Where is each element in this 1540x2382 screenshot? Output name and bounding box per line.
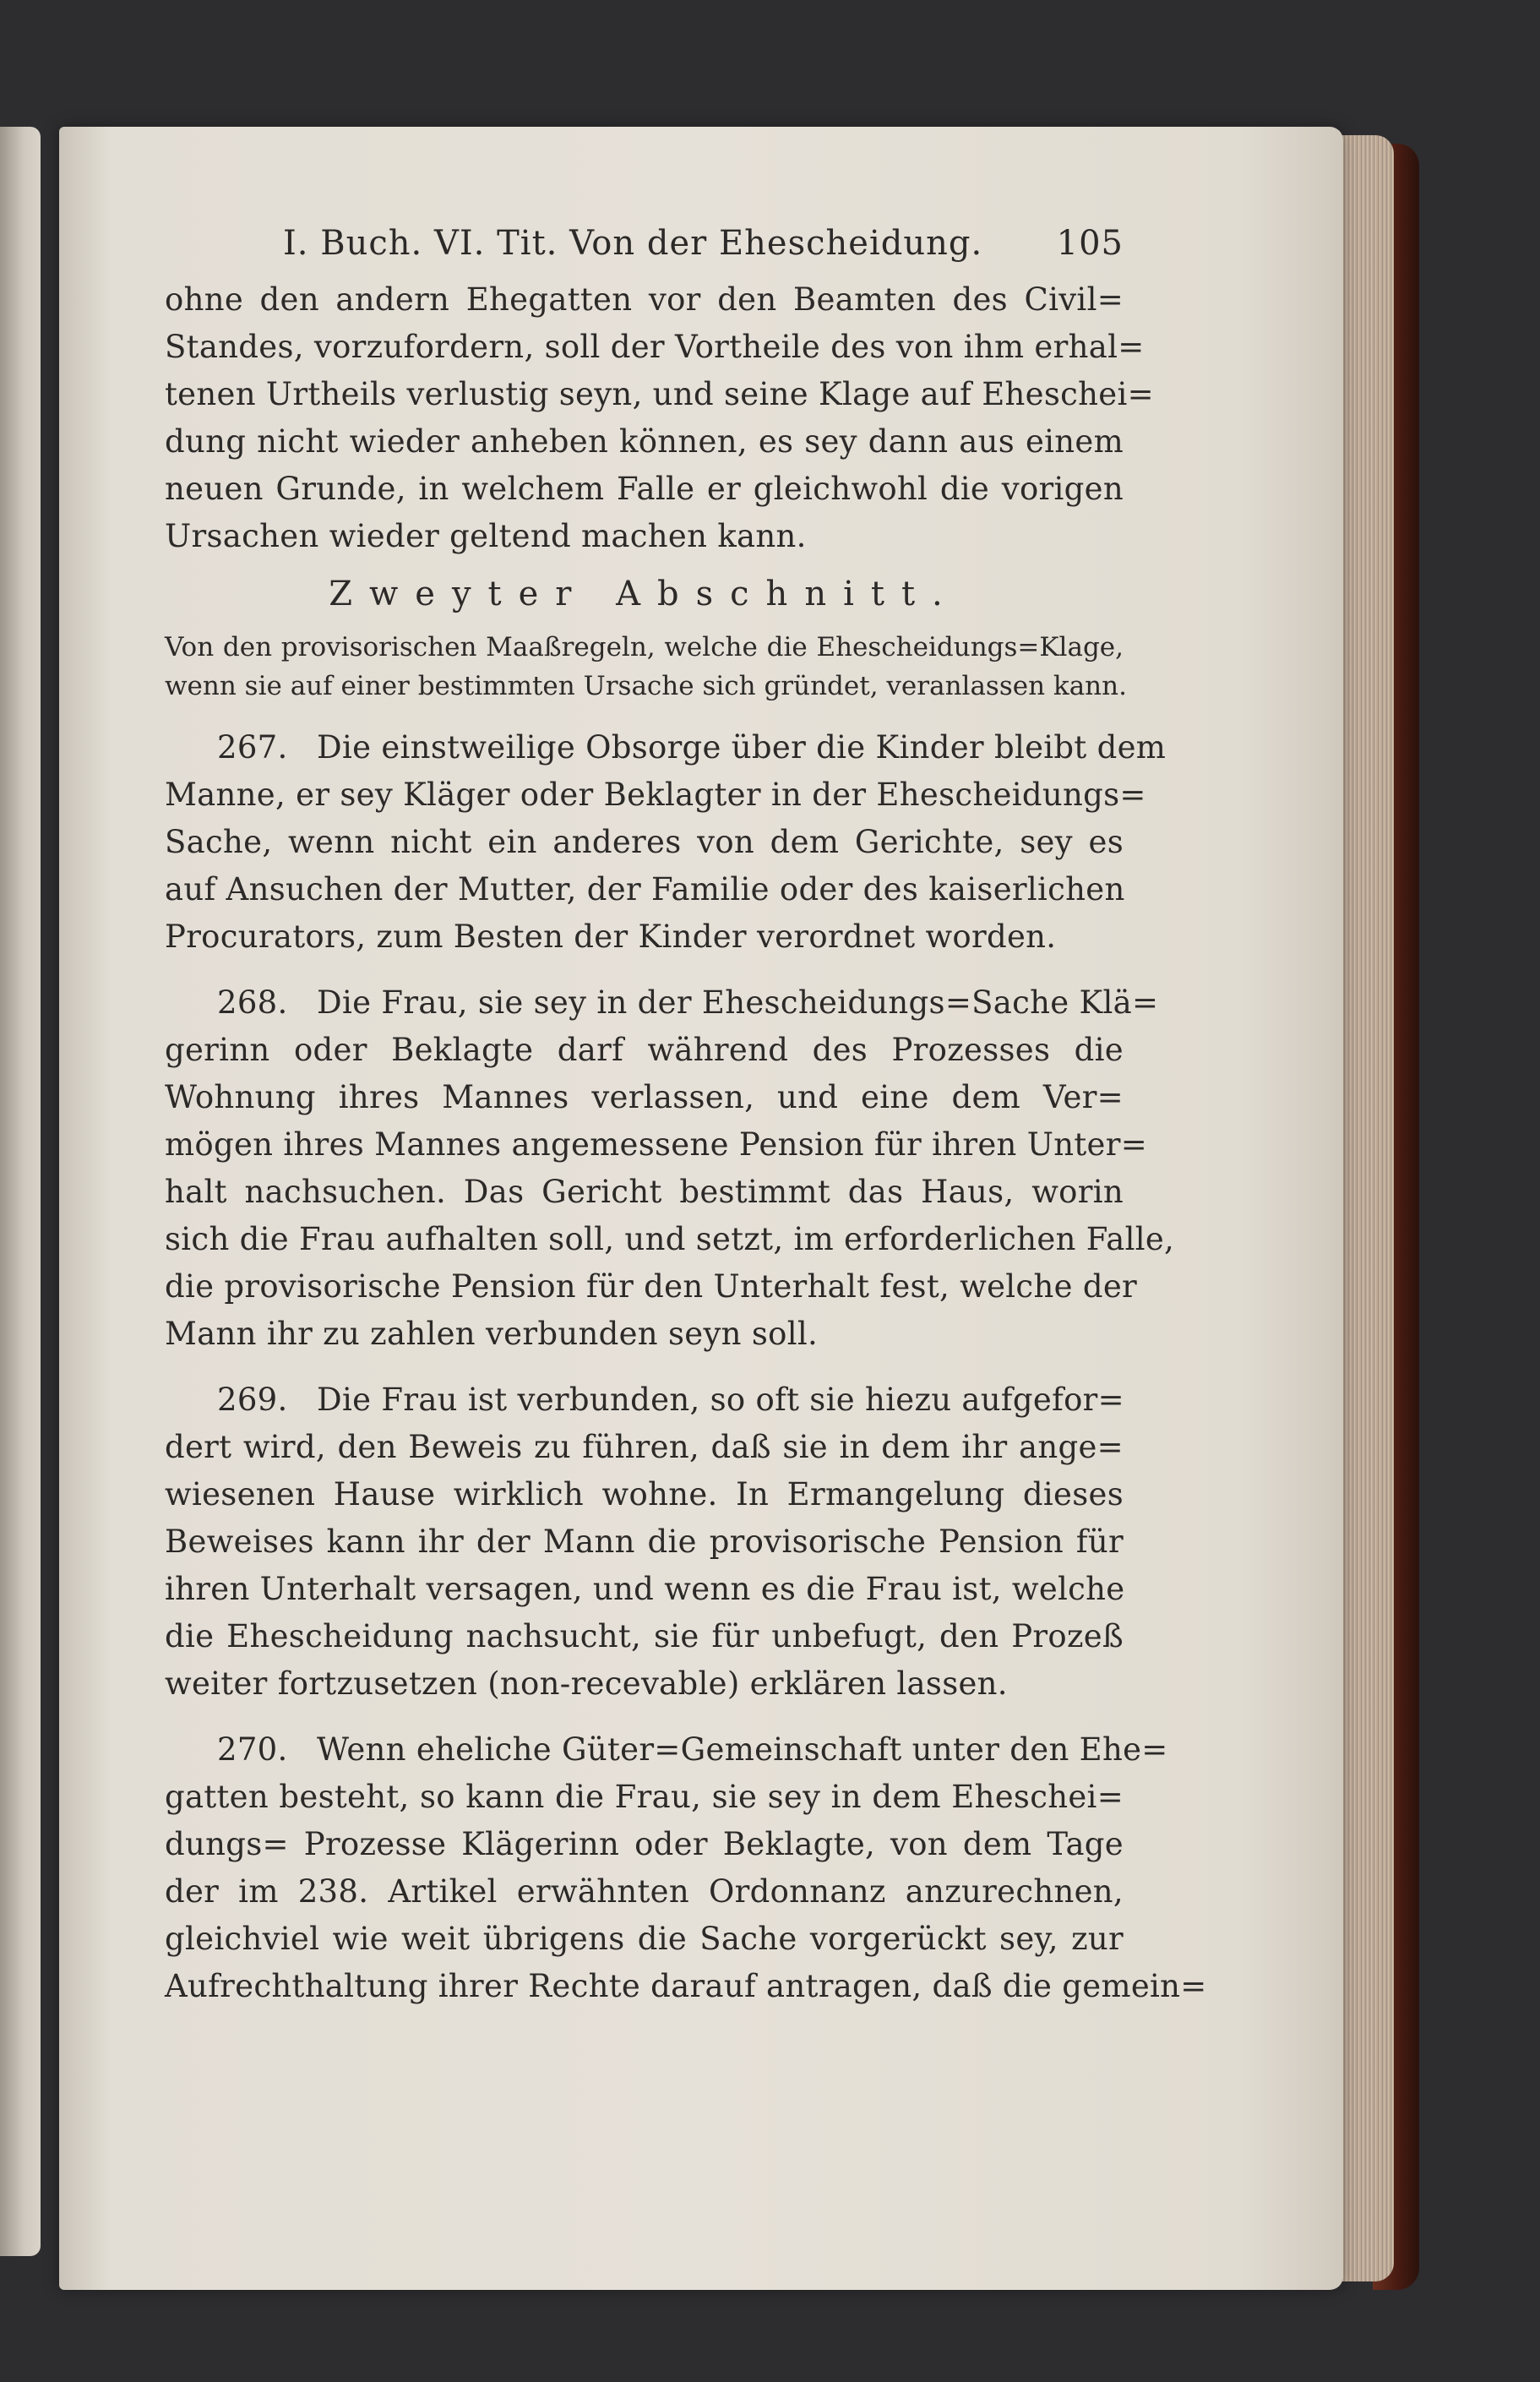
text-line: Wenn eheliche Güter=Gemeinschaft unter den Ehe= bbox=[317, 1731, 1168, 1768]
article-number: 269. bbox=[217, 1382, 288, 1418]
article-270 bbox=[165, 1726, 1207, 2010]
text-line: gatten besteht, so kann die Frau, sie sey in dem Eheschei= bbox=[165, 1779, 1124, 1815]
intro-paragraph bbox=[165, 276, 1154, 560]
text-line: dert wird, den Beweis zu führen, daß sie in dem ihr ange= bbox=[165, 1429, 1124, 1465]
text-line: Standes, vorzufordern, soll der Vortheile des von ihm erhal= bbox=[165, 329, 1145, 365]
section-heading: Zweyter Abschnitt. bbox=[329, 575, 960, 613]
text-line: wiesenen Hause wirklich wohne. In Ermangelung dieses bbox=[165, 1476, 1124, 1513]
text-line: neuen Grunde, in welchem Falle er gleichwohl die vorigen bbox=[165, 471, 1124, 507]
text-line: ohne den andern Ehegatten vor den Beamten des Civil= bbox=[165, 281, 1124, 318]
article-number: 270. bbox=[217, 1731, 288, 1768]
text-line: Ursachen wieder geltend machen kann. bbox=[165, 518, 807, 554]
article-first-line bbox=[165, 1376, 1124, 1424]
text-line: Beweises kann ihr der Mann die provisorische Pension für bbox=[165, 1523, 1124, 1560]
left-page-edge bbox=[0, 127, 41, 2256]
text-line: Die einstweilige Obsorge über die Kinder bleibt dem bbox=[317, 729, 1167, 766]
text-line: Aufrechthaltung ihrer Rechte darauf antragen, daß die gemein= bbox=[165, 1968, 1207, 2004]
article-first-line bbox=[165, 979, 1159, 1027]
text-line: gerinn oder Beklagte darf während des Prozesses die bbox=[165, 1032, 1124, 1068]
article-267 bbox=[165, 724, 1167, 961]
text-line: Procurators, zum Besten der Kinder verordnet worden. bbox=[165, 918, 1057, 955]
article-number: 268. bbox=[217, 984, 288, 1021]
article-first-line bbox=[165, 1726, 1168, 1774]
text-line: sich die Frau aufhalten soll, und setzt, im erforderlichen Falle, bbox=[165, 1221, 1175, 1257]
running-head: I. Buch. VI. Tit. Von der Ehescheidung. bbox=[283, 224, 983, 263]
text-line: dungs= Prozesse Klägerinn oder Beklagte, von dem Tage bbox=[165, 1826, 1124, 1862]
section-subtitle-line: Von den provisorischen Maaßregeln, welche die Ehescheidungs=Klage, bbox=[165, 632, 1124, 662]
text-line: der im 238. Artikel erwähnten Ordonnanz anzurechnen, bbox=[165, 1873, 1124, 1910]
article-number: 267. bbox=[217, 729, 288, 766]
text-line: Die Frau, sie sey in der Ehescheidungs=Sache Klä= bbox=[317, 984, 1159, 1021]
text-line: Sache, wenn nicht ein anderes von dem Gerichte, sey es bbox=[165, 824, 1124, 860]
article-268 bbox=[165, 979, 1175, 1358]
article-first-line bbox=[165, 724, 1167, 771]
article-269 bbox=[165, 1376, 1124, 1708]
text-line: auf Ansuchen der Mutter, der Familie oder des kaiserlichen bbox=[165, 871, 1125, 908]
text-line: mögen ihres Mannes angemessene Pension für ihren Unter= bbox=[165, 1126, 1148, 1163]
text-line: dung nicht wieder anheben können, es sey dann aus einem bbox=[165, 423, 1124, 460]
page-header bbox=[165, 224, 1124, 276]
text-line: Die Frau ist verbunden, so oft sie hiezu aufgefor= bbox=[317, 1382, 1124, 1418]
section-subtitle-line: wenn sie auf einer bestimmten Ursache sich gründet, veranlassen kann. bbox=[165, 671, 1127, 701]
page-stack-edges bbox=[1335, 135, 1394, 2281]
text-line: Mann ihr zu zahlen verbunden seyn soll. bbox=[165, 1316, 819, 1352]
text-line: halt nachsuchen. Das Gericht bestimmt das Haus, worin bbox=[165, 1174, 1124, 1210]
text-line: Manne, er sey Kläger oder Beklagter in der Ehescheidungs= bbox=[165, 777, 1146, 813]
text-line: die provisorische Pension für den Unterhalt fest, welche der bbox=[165, 1268, 1137, 1305]
text-line: tenen Urtheils verlustig seyn, und seine Klage auf Eheschei= bbox=[165, 376, 1154, 412]
text-line: Wohnung ihres Mannes verlassen, und eine dem Ver= bbox=[165, 1079, 1124, 1115]
text-line: gleichviel wie weit übrigens die Sache vorgerückt sey, zur bbox=[165, 1921, 1124, 1957]
page-number: 105 bbox=[1056, 224, 1124, 263]
page-text-block bbox=[165, 224, 1207, 2010]
text-line: weiter fortzusetzen (non-recevable) erklären lassen. bbox=[165, 1665, 1008, 1702]
text-line: die Ehescheidung nachsucht, sie für unbefugt, den Prozeß bbox=[165, 1618, 1124, 1654]
text-line: ihren Unterhalt versagen, und wenn es die Frau ist, welche bbox=[165, 1571, 1125, 1607]
